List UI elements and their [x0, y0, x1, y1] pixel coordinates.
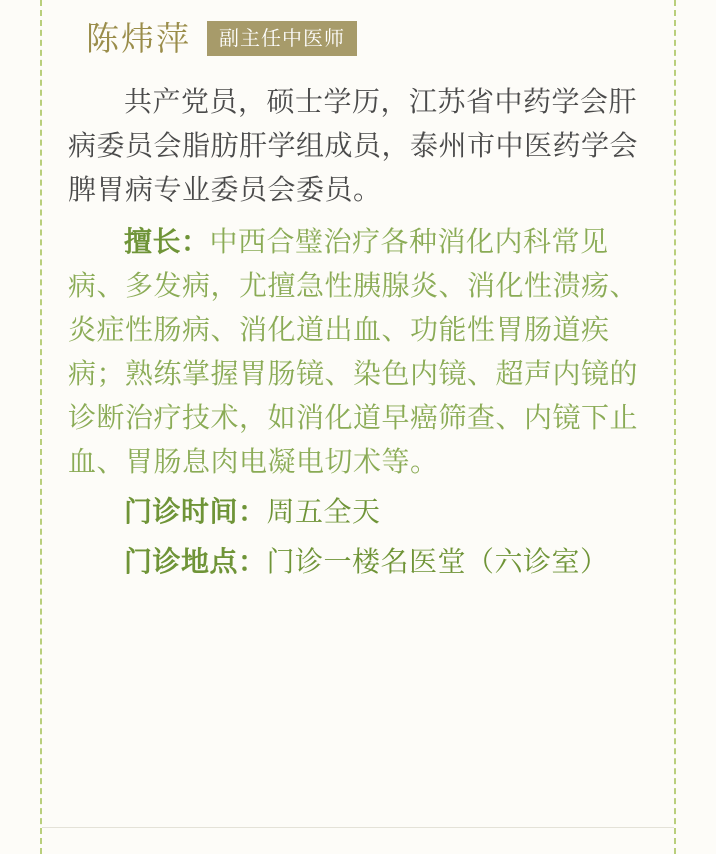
clinic-time-line [68, 490, 648, 534]
clinic-place-label: 门诊地点： [124, 545, 267, 578]
right-dashed-divider [674, 0, 676, 854]
clinic-place-value: 门诊一楼名医堂（六诊室） [266, 545, 609, 578]
clinic-time-value: 周五全天 [266, 495, 381, 528]
clinic-time-label: 门诊时间： [124, 495, 267, 528]
doctor-specialty-paragraph [68, 220, 648, 484]
bottom-divider [42, 827, 674, 828]
specialty-label: 擅长： [124, 225, 210, 258]
doctor-header [68, 10, 648, 66]
doctor-name: 陈炜萍 [86, 18, 191, 58]
left-dashed-divider [40, 0, 42, 854]
clinic-place-line [68, 540, 648, 584]
profile-content [68, 0, 648, 854]
doctor-title-badge: 副主任中医师 [207, 21, 357, 56]
doctor-bio: 共产党员，硕士学历，江苏省中药学会肝病委员会脂肪肝学组成员，泰州市中医药学会脾胃病专业委员会委员。 [68, 85, 639, 206]
specialty-text: 中西合璧治疗各种消化内科常见病、多发病，尤擅急性胰腺炎、消化性溃疡、炎症性肠病、消化道出血、功能性胃肠道疾病；熟练掌握胃肠镜、染色内镜、超声内镜的诊断治疗技术，如消化道早癌筛查、内镜下止血、胃肠息肉电凝电切术等。 [68, 225, 639, 478]
